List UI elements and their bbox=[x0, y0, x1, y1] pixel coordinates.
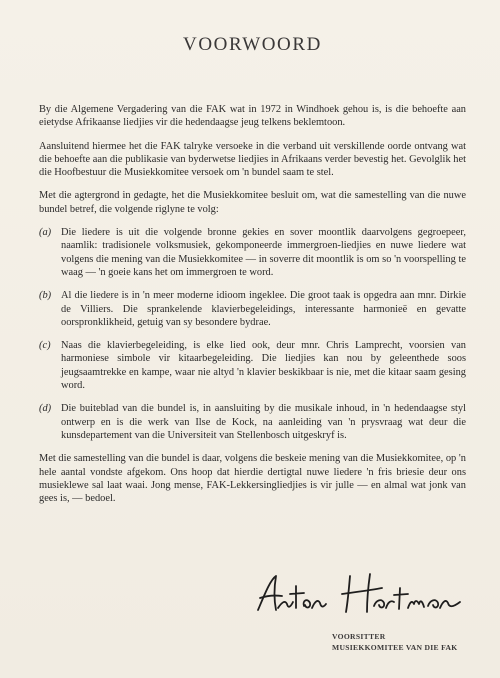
item-text: Die buiteblad van die bundel is, in aansluiting by die musikale inhoud, in 'n hedendaagse styl ontwerp en is die werk van Ilse de Kock, na aanleiding van 'n prysvraag wat deur die kunsdepartement van die Universiteit van Stellenbosch uitgeskryf is. bbox=[61, 403, 466, 441]
item-marker: (b) bbox=[39, 290, 52, 302]
handwritten-signature bbox=[252, 566, 472, 622]
guideline-item-a bbox=[39, 226, 466, 279]
item-text: Al die liedere is in 'n meer moderne idioom ingeklee. Die groot taak is opgedra aan mnr. Dirkie de Villiers. Die sprankelende klavierbegeleidings, interessante harmonieë en gevatte oorspronklikheid, getuig van sy besondere bydrae. bbox=[61, 290, 466, 328]
intro-paragraph-3: Met die agtergrond in gedagte, het die Musiekkomitee besluit om, wat die samestelling van die nuwe bundel betref, die volgende riglyne te volg: bbox=[39, 190, 466, 215]
page-title: VOORWOORD bbox=[183, 34, 322, 55]
item-marker: (d) bbox=[39, 403, 52, 415]
closing-paragraph: Met die samestelling van die bundel is daar, volgens die beskeie mening van die Musiekkomitee, op 'n hele aantal vondste afgekom. Ons hoop dat hierdie dertigtal nuwe liedere 'n fris briesie deur ons musieklewe sal laat waai. Jong mense, FAK-Lekkersingliedjies is vir julle — en almal wat jonk van gees is, — bedoel. bbox=[39, 453, 466, 505]
intro-paragraph-1: By die Algemene Vergadering van die FAK wat in 1972 in Windhoek gehou is, is die behoefte aan eietydse Afrikaanse liedjies vir die hedendaagse jeug telkens beklemtoon. bbox=[39, 104, 466, 129]
item-text: Die liedere is uit die volgende bronne gekies en sover moontlik daarvolgens gegroepeer, naamlik: tradisionele volksmusiek, gekomponeerde immergroen-liedjies en nuwe liedere wat volgens die mening van die Musiekkomitee — in soverre dit moontlik is om so 'n voorspelling te waag — 'n goeie kans het om immergroen te word. bbox=[61, 227, 466, 278]
item-text: Naas die klavierbegeleiding, is elke lied ook, deur mnr. Chris Lamprecht, voorsien van harmoniese simbole vir kitaarbegeleiding. Die liedjies kan nou by geleenthede soos jeugsaamtrekke en kampe, waar nie altyd 'n klavier beskikbaar is nie, met die kitaar saam gesing word. bbox=[61, 340, 466, 392]
item-marker: (c) bbox=[39, 340, 51, 352]
guideline-item-b bbox=[39, 289, 466, 329]
signatory-title bbox=[332, 631, 457, 653]
signatory-role: VOORSITTER bbox=[332, 632, 386, 641]
signatory-organisation: MUSIEKKOMITEE VAN DIE FAK bbox=[332, 643, 458, 652]
intro-paragraph-2: Aansluitend hiermee het die FAK talryke versoeke in die verband uit verskillende oorde ontvang wat die behoefte aan die publikasie van byderwetse liedjies in Afrikaans verder bevestig het. Gevolglik het die Hoofbestuur die Musiekkomitee versoek om 'n bundel saam te stel. bbox=[39, 140, 466, 179]
guideline-item-c bbox=[39, 339, 466, 392]
guideline-item-d bbox=[39, 402, 466, 442]
item-marker: (a) bbox=[39, 227, 52, 239]
